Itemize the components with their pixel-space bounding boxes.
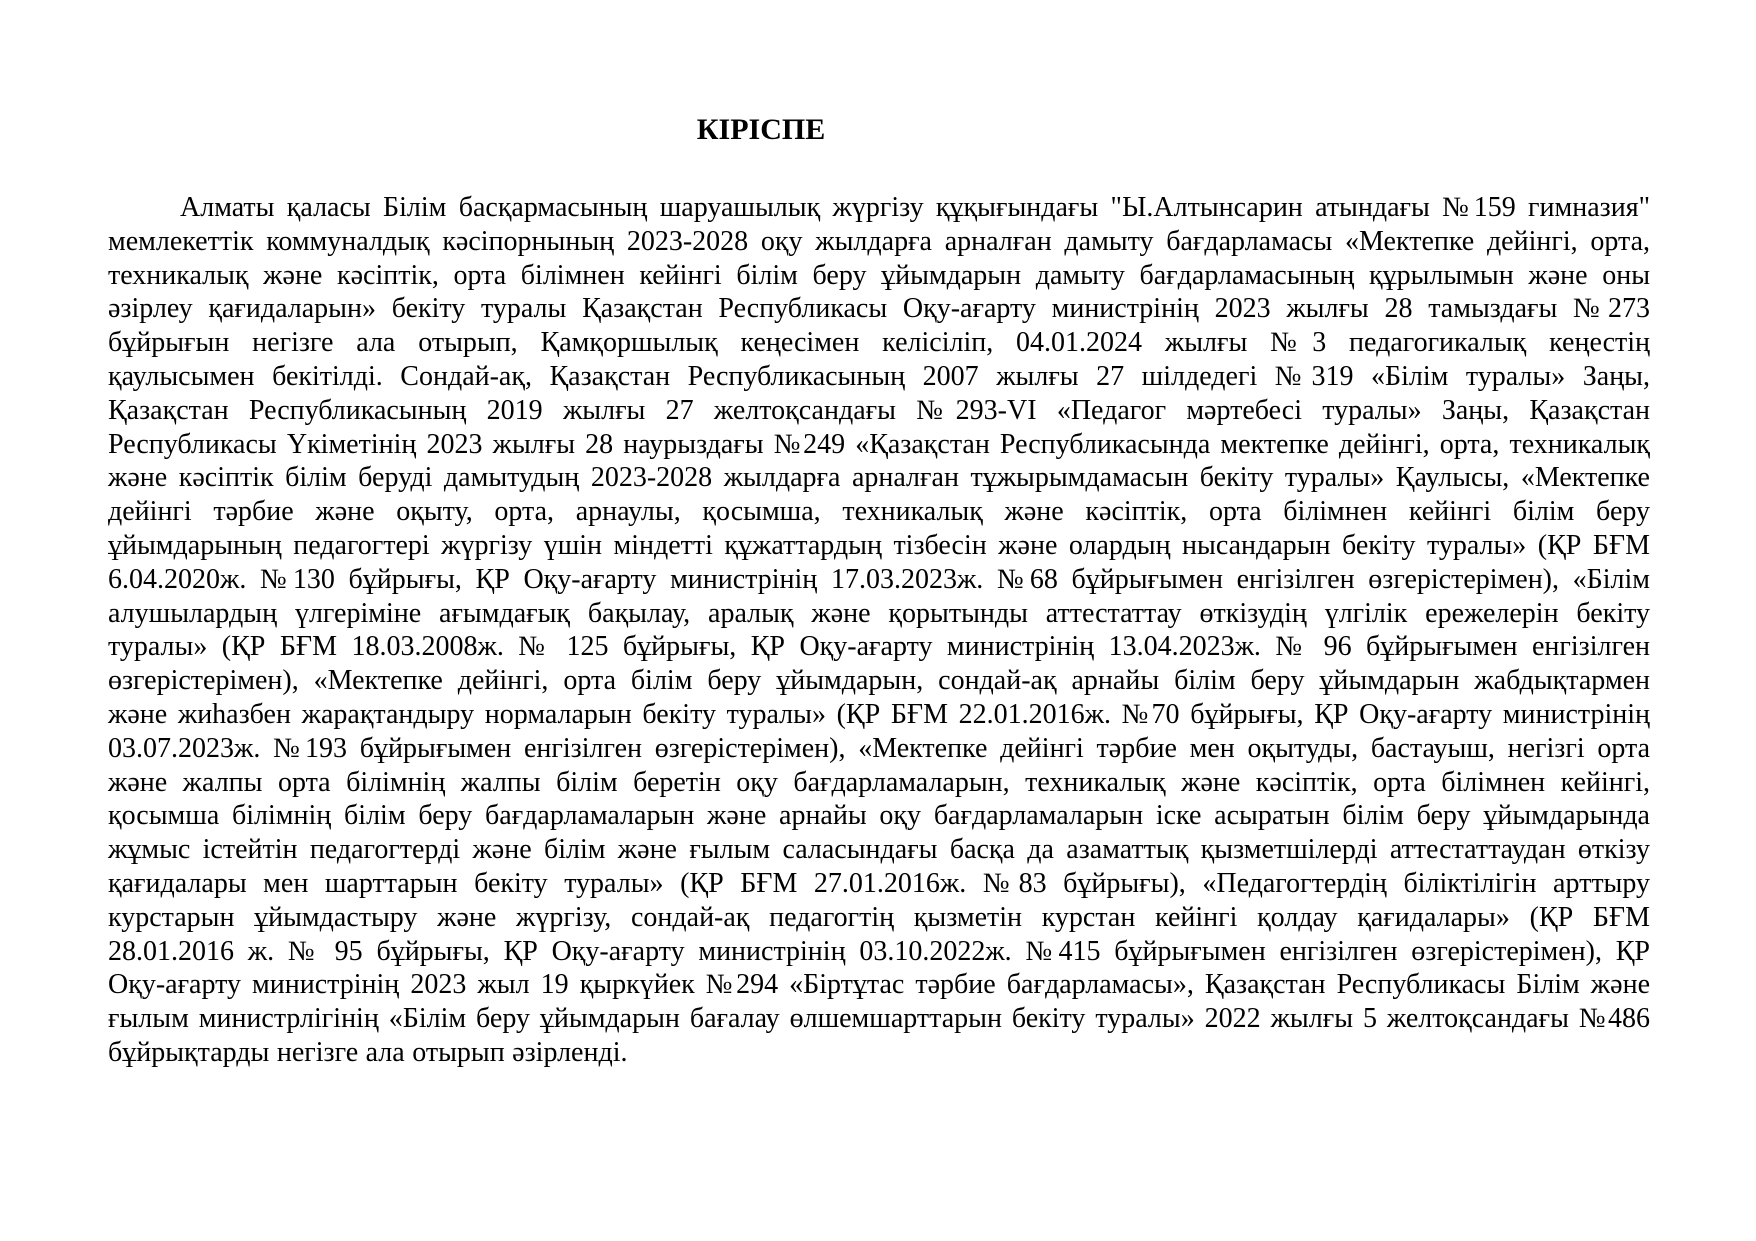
paragraph-line: 03.07.2023ж. №193 бұйрығымен енгізілген өзгерістерімен), «Мектепке дейінгі тәрбие мен оқытуды, бастауыш, негізгі орта [108,732,1650,764]
paragraph-line: Қазақстан Республикасының 2019 жылғы 27 желтоқсандағы №293-VI «Педагог мәртебесі туралы» Заңы, Қазақстан [108,394,1650,426]
paragraph-line: Республикасы Үкіметінің 2023 жылғы 28 наурыздағы №249 «Қазақстан Республикасында мектепке дейінгі, орта, техникалық [108,428,1650,460]
paragraph-line: ғылым министрлігінің «Білім беру ұйымдарын бағалау өлшемшарттарын бекіту туралы» 2022 жылғы 5 желтоқсандағы №486 [108,1003,1650,1035]
paragraph-line: қағидалары мен шарттарын бекіту туралы» (ҚР БҒМ 27.01.2016ж. №83 бұйрығы), «Педагогтердің біліктілігін арттыру [108,867,1650,899]
paragraph-line: Алматы қаласы Білім басқармасының шаруашылық жүргізу құқығындағы "Ы.Алтынсарин атындағы №159 гимназия" [180,192,1650,223]
paragraph-line: қаулысымен бекітілді. Сондай-ақ, Қазақстан Республикасының 2007 жылғы 27 шілдедегі №319 «Білім туралы» Заңы, [108,360,1650,392]
paragraph-line: қосымша білімнің білім беру бағдарламаларын және арнайы оқу бағдарламаларын іске асыратын білім беру ұйымдарында [108,800,1650,832]
paragraph-line: мемлекеттік коммуналдық кәсіпорнының 2023-2028 оқу жылдарға арналған дамыту бағдарламасы «Мектепке дейінгі, орта, [108,225,1650,257]
paragraph-line: дейінгі тәрбие және оқыту, орта, арнаулы, қосымша, техникалық және кәсіптік, орта білімнен кейінгі білім беру [108,496,1650,528]
paragraph-line: және кәсіптік білім беруді дамытудың 2023-2028 жылдарға арналған тұжырымдамасын бекіту туралы» Қаулысы, «Мектепке [108,462,1650,494]
paragraph-line: бұйрықтарды негізге ала отырып әзірленді. [108,1036,628,1068]
paragraph-line: Оқу-ағарту министрінің 2023 жыл 19 қыркүйек №294 «Біртұтас тәрбие бағдарламасы», Қазақстан Республикасы Білім және [108,969,1650,1001]
paragraph-line: әзірлеу қағидаларын» бекіту туралы Қазақстан Республикасы Оқу-ағарту министрінің 2023 жылғы 28 тамыздағы №273 [108,293,1650,325]
paragraph-line: жұмыс істейтін педагогтерді және білім және ғылым саласындағы басқа да азаматтық қызметшілерді аттестаттаудан өткізу [108,834,1650,866]
intro-paragraph [108,191,1650,1070]
paragraph-line: курстарын ұйымдастыру және жүргізу, сондай-ақ педагогтің қызметін курстан кейінгі қолдау қағидалары» (ҚР БҒМ [108,901,1650,933]
paragraph-line: 28.01.2016 ж. № 95 бұйрығы, ҚР Оқу-ағарту министрінің 03.10.2022ж. №415 бұйрығымен енгізілген өзгерістерімен), ҚР [108,935,1650,967]
paragraph-line: және жиһазбен жарақтандыру нормаларын бекіту туралы» (ҚР БҒМ 22.01.2016ж. №70 бұйрығы, ҚР Оқу-ағарту министрінің [108,698,1650,730]
paragraph-line: 6.04.2020ж. №130 бұйрығы, ҚР Оқу-ағарту министрінің 17.03.2023ж. №68 бұйрығымен енгізілген өзгерістерімен), «Білім [108,563,1650,595]
document-title: КІРІСПЕ [696,113,826,146]
paragraph-line: туралы» (ҚР БҒМ 18.03.2008ж. № 125 бұйрығы, ҚР Оқу-ағарту министрінің 13.04.2023ж. № 96 бұйрығымен енгізілген [108,631,1650,663]
paragraph-line: өзгерістерімен), «Мектепке дейінгі, орта білім беру ұйымдарын, сондай-ақ арнайы білім беру ұйымдарын жабдықтармен [108,665,1650,697]
paragraph-line: техникалық және кәсіптік, орта білімнен кейінгі білім беру ұйымдарын дамыту бағдарламасының құрылымын және оны [108,259,1650,291]
paragraph-line: және жалпы орта білімнің жалпы білім беретін оқу бағдарламаларын, техникалық және кәсіптік, орта білімнен кейінгі, [108,766,1650,798]
paragraph-line: алушылардың үлгеріміне ағымдағық бақылау, аралық және қорытынды аттестаттау өткізудің үлгілік ережелерін бекіту [108,597,1650,629]
paragraph-line: ұйымдарының педагогтері жүргізу үшін міндетті құжаттардың тізбесін және олардың нысандарын бекіту туралы» (ҚР БҒМ [108,529,1650,561]
paragraph-line: бұйрығын негізге ала отырып, Қамқоршылық кеңесімен келісіліп, 04.01.2024 жылғы №3 педагогикалық кеңестің [108,327,1650,359]
